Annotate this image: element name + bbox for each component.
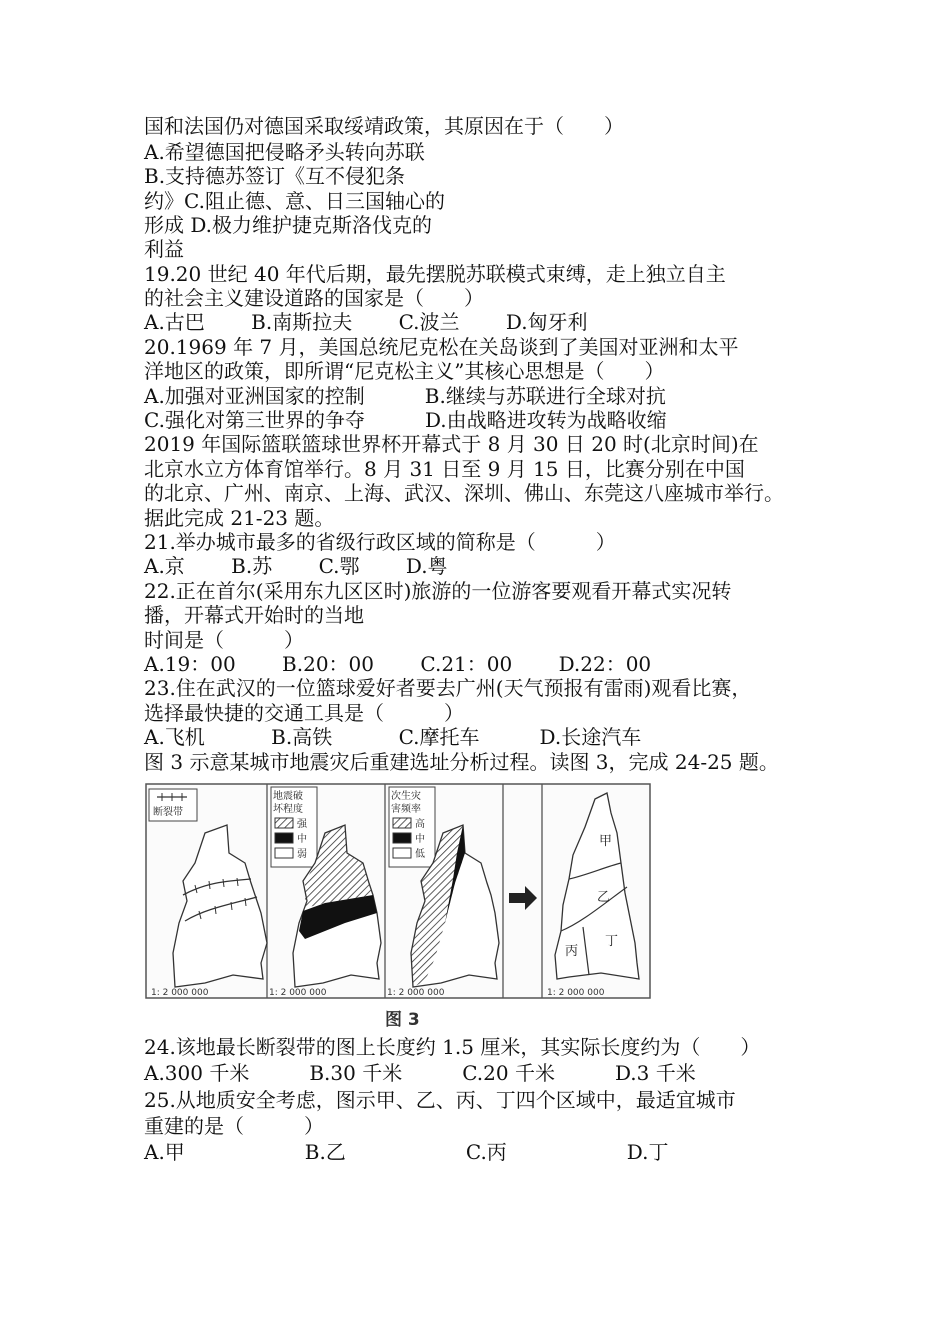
text-line: 图 3 示意某城市地震灾后重建选址分析过程。读图 3，完成 24-25 题。 — [144, 750, 779, 774]
text-line: A.19：00 B.20：00 C.21：00 D.22：00 — [144, 652, 652, 676]
text-line: 据此完成 21-23 题。 — [144, 506, 335, 530]
legend-level: 中 — [297, 834, 307, 845]
text-line: 25.从地质安全考虑，图示甲、乙、丙、丁四个区域中，最适宜城市 — [144, 1088, 736, 1112]
region-label-yi: 乙 — [597, 890, 611, 905]
region-label-jia: 甲 — [599, 834, 613, 849]
legend-title: 次生灾 — [391, 791, 421, 802]
text-line: A.古巴 B.南斯拉夫 C.波兰 D.匈牙利 — [144, 310, 588, 334]
legend-fault-label: 断裂带 — [153, 807, 183, 818]
text-line: B.支持德苏签订《互不侵犯条 — [144, 164, 406, 188]
text-line: 选择最快捷的交通工具是（ ） — [144, 701, 464, 725]
text-line: 21.举办城市最多的省级行政区域的简称是（ ） — [144, 530, 616, 554]
text-line: 利益 — [144, 237, 184, 261]
text-line: A.加强对亚洲国家的控制 B.继续与苏联进行全球对抗 — [144, 384, 666, 408]
figure-caption: 图 3 — [385, 1010, 420, 1030]
region-label-bing: 丙 — [565, 944, 579, 959]
text-line: 的北京、广州、南京、上海、武汉、深圳、佛山、东莞这八座城市举行。 — [144, 481, 784, 505]
text-line: 时间是（ ） — [144, 628, 304, 652]
text-line: 24.该地最长断裂带的图上长度约 1.5 厘米，其实际长度约为（ ） — [144, 1035, 761, 1059]
text-line: 20.1969 年 7 月，美国总统尼克松在关岛谈到了美国对亚洲和太平 — [144, 335, 739, 359]
figure-3 — [145, 783, 651, 1001]
text-line: 播，开幕式开始时的当地 — [144, 603, 364, 627]
text-line: C.强化对第三世界的争夺 D.由战略进攻转为战略收缩 — [144, 408, 667, 432]
legend-level: 强 — [297, 819, 307, 830]
legend-level: 高 — [415, 819, 425, 830]
scale-label: 1: 2 000 000 — [269, 988, 327, 998]
text-line: 23.住在武汉的一位篮球爱好者要去广州(天气预报有雷雨)观看比赛， — [144, 676, 752, 700]
text-line: A.甲 B.乙 C.丙 D.丁 — [144, 1140, 669, 1164]
text-line: A.京 B.苏 C.鄂 D.粤 — [144, 554, 448, 578]
legend-level: 低 — [415, 849, 425, 860]
text-line: A.300 千米 B.30 千米 C.20 千米 D.3 千米 — [144, 1061, 696, 1085]
text-line: 2019 年国际篮联篮球世界杯开幕式于 8 月 30 日 20 时(北京时间)在 — [144, 432, 759, 456]
figure-3-drawing — [145, 783, 651, 1001]
text-line: 国和法国仍对德国采取绥靖政策，其原因在于（ ） — [144, 114, 624, 138]
legend-title: 坏程度 — [273, 804, 303, 815]
legend-level: 中 — [415, 834, 425, 845]
legend-level: 弱 — [297, 849, 307, 860]
legend-title: 地震破 — [273, 791, 303, 802]
text-line: 19.20 世纪 40 年代后期，最先摆脱苏联模式束缚，走上独立自主 — [144, 262, 726, 286]
scale-label: 1: 2 000 000 — [387, 988, 445, 998]
text-line: 22.正在首尔(采用东九区区时)旅游的一位游客要观看开幕式实况转 — [144, 579, 732, 603]
text-line: A.飞机 B.高铁 C.摩托车 D.长途汽车 — [144, 725, 642, 749]
text-line: 北京水立方体育馆举行。8 月 31 日至 9 月 15 日，比赛分别在中国 — [144, 457, 745, 481]
text-line: 形成 D.极力维护捷克斯洛伐克的 — [144, 213, 433, 237]
region-label-ding: 丁 — [605, 934, 619, 949]
text-line: 洋地区的政策，即所谓“尼克松主义”其核心思想是（ ） — [144, 359, 665, 383]
text-line: 约》C.阻止德、意、日三国轴心的 — [144, 189, 445, 213]
text-line: 的社会主义建设道路的国家是（ ） — [144, 286, 484, 310]
text-line: A.希望德国把侵略矛头转向苏联 — [144, 140, 425, 164]
scale-label: 1: 2 000 000 — [151, 988, 209, 998]
legend-title: 害频率 — [391, 804, 421, 815]
text-line: 重建的是（ ） — [144, 1114, 324, 1138]
scale-label: 1: 2 000 000 — [547, 988, 605, 998]
